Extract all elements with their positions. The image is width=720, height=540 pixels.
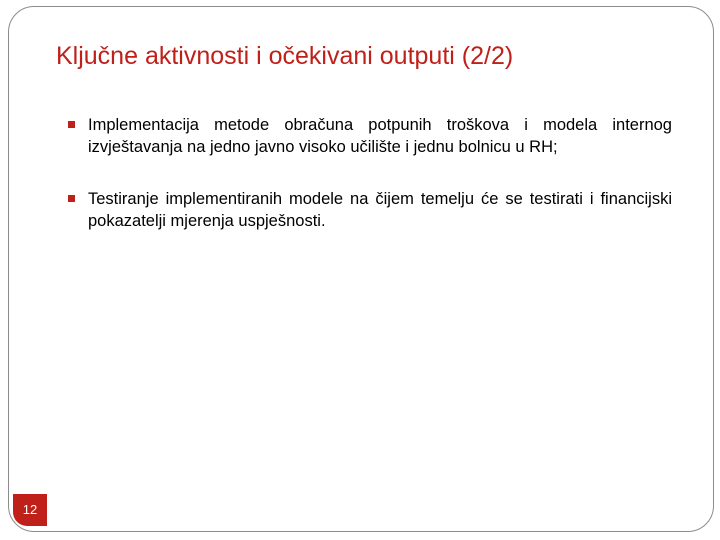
bullet-text: Implementacija metode obračuna potpunih troškova i modela internog izvještavanja na jedno javno visoko učilište i jednu bolnicu u RH;	[88, 116, 672, 156]
slide-frame	[8, 6, 714, 532]
bullet-item	[88, 188, 672, 232]
square-bullet-icon	[68, 121, 75, 128]
slide-title: Ključne aktivnosti i očekivani outputi (2/2)	[56, 42, 514, 70]
page-number: 12	[13, 494, 47, 526]
square-bullet-icon	[68, 195, 75, 202]
bullet-text: Testiranje implementiranih modele na čijem temelju će se testirati i financijski pokazatelji mjerenja uspješnosti.	[88, 190, 672, 230]
bullet-list	[88, 114, 672, 232]
bullet-item	[88, 114, 672, 158]
